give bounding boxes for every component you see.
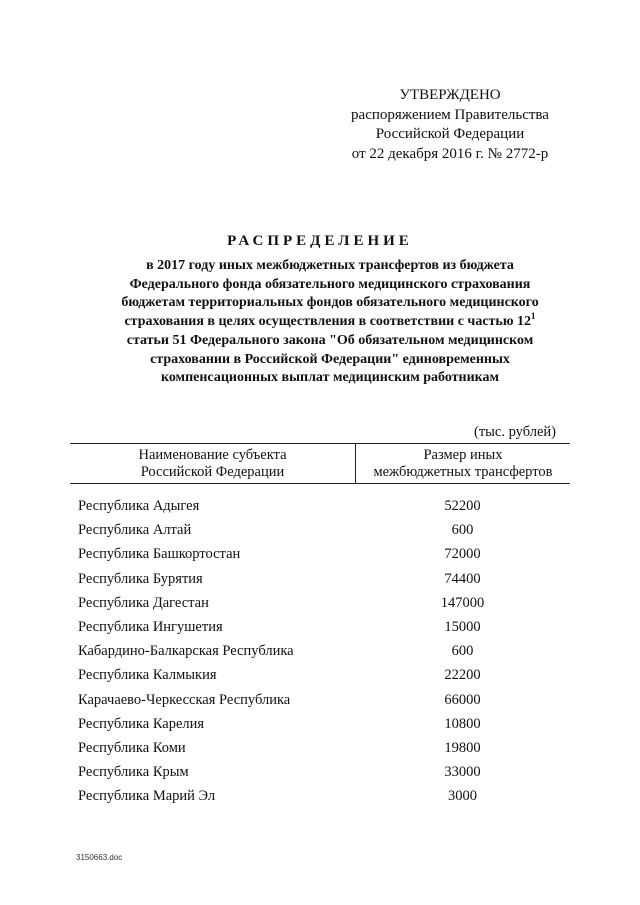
column-header-region (70, 447, 355, 481)
approval-block (330, 86, 570, 164)
table-row (0, 690, 640, 714)
subtitle-line: статьи 51 Федерального закона "Об обязательном медицинском (126, 332, 534, 348)
table-row (0, 544, 640, 568)
transfer-amount: 147000 (440, 594, 485, 611)
column-header-line: межбюджетных трансфертов (373, 464, 553, 480)
table-row (0, 786, 640, 810)
table-row (0, 762, 640, 786)
subtitle-line: страховании в Российской Федерации" единовременных (150, 351, 510, 367)
column-header-amount (356, 447, 570, 481)
table-row (0, 665, 640, 689)
transfer-amount: 74400 (444, 570, 481, 587)
region-name: Республика Крым (78, 764, 189, 781)
region-name: Республика Коми (78, 739, 186, 756)
table-header-top-border (70, 443, 570, 444)
region-name: Республика Калмыкия (78, 667, 217, 684)
approval-line: распоряжением Правительства (351, 106, 549, 123)
table-row (0, 593, 640, 617)
table-row (0, 569, 640, 593)
subtitle-line: бюджетам территориальных фондов обязательного медицинского (121, 295, 539, 311)
table-row (0, 714, 640, 738)
transfer-amount: 600 (451, 643, 474, 660)
transfer-amount: 22200 (444, 667, 481, 684)
region-name: Республика Дагестан (78, 594, 209, 611)
transfer-amount: 52200 (444, 498, 481, 514)
table-header-bottom-border (70, 483, 570, 484)
transfer-amount: 33000 (444, 764, 481, 781)
transfer-amount: 66000 (444, 691, 481, 708)
transfer-amount: 15000 (444, 618, 481, 635)
table-body (0, 496, 640, 810)
transfer-amount: 72000 (444, 546, 481, 563)
subtitle-line: в 2017 году иных межбюджетных трансфертов из бюджета (146, 258, 514, 273)
column-header-line: Размер иных (423, 447, 503, 463)
units-label: (тыс. рублей) (474, 424, 556, 440)
subtitle-line-text: страхования в целях осуществления в соответствии с частью 12 (124, 314, 532, 330)
region-name: Республика Башкортостан (78, 546, 241, 563)
document-subtitle (80, 257, 580, 388)
subtitle-line (80, 313, 580, 332)
approval-line: Российской Федерации (375, 126, 525, 142)
table-row (0, 641, 640, 665)
region-name: Кабардино-Балкарская Республика (78, 643, 294, 660)
table-row (0, 496, 640, 520)
table-row (0, 738, 640, 762)
region-name: Республика Адыгея (78, 498, 200, 514)
approval-date: от 22 декабря 2016 г. № 2772-р (351, 145, 549, 162)
transfer-amount: 19800 (444, 739, 481, 756)
subtitle-line: компенсационных выплат медицинским работникам (160, 370, 500, 386)
table-row (0, 520, 640, 544)
region-name: Карачаево-Черкесская Республика (78, 691, 291, 708)
region-name: Республика Бурятия (78, 570, 203, 587)
region-name: Республика Карелия (78, 715, 205, 732)
region-name: Республика Алтай (78, 522, 192, 539)
transfer-amount: 600 (451, 522, 474, 539)
column-header-line: Российской Федерации (140, 464, 285, 480)
superscript: 1 (531, 311, 536, 322)
transfer-amount: 10800 (444, 715, 481, 732)
region-name: Республика Ингушетия (78, 618, 223, 635)
document-title: РАСПРЕДЕЛЕНИЕ (227, 233, 413, 249)
column-header-line: Наименование субъекта (138, 447, 287, 463)
file-name: 3150663.doc (76, 853, 123, 862)
table-row (0, 617, 640, 641)
approval-heading: УТВЕРЖДЕНО (399, 87, 501, 103)
region-name: Республика Марий Эл (78, 788, 216, 805)
transfer-amount: 3000 (448, 788, 477, 805)
subtitle-line: Федерального фонда обязательного медицинского страхования (129, 276, 531, 292)
